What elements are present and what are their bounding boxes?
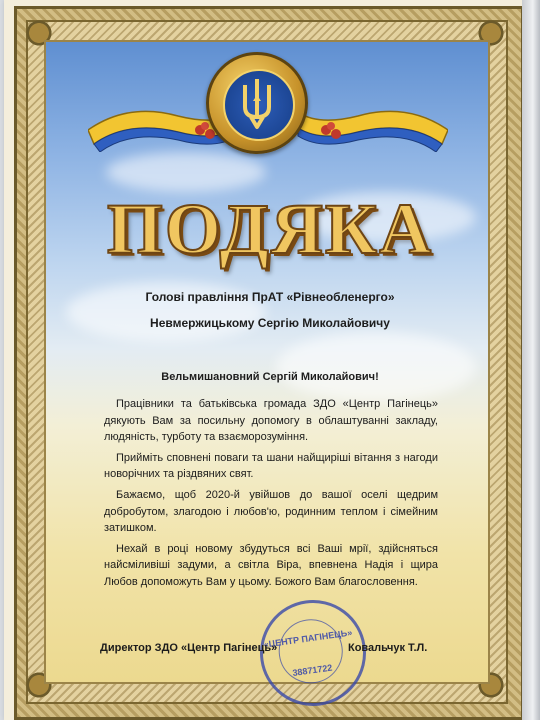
body-paragraph: Прийміть сповнені поваги та шани найщиріші вітання з нагоди новорічних та різдвяних свят. [104,451,438,481]
coat-of-arms-emblem [206,52,308,154]
stamp-title: «ЦЕНТР ПАГІНЕЦЬ» [263,627,353,650]
body-paragraph: Бажаємо, щоб 2020-й увійшов до вашої оселі щедрим добробутом, злагодою і любов'ю, родинним теплом і сімейним затишком. [104,488,438,535]
page-curl-edge [522,0,540,720]
certificate-title: ПОДЯКА [106,189,434,269]
body-paragraph: Працівники та батьківська громада ЗДО «Центр Пагінець» дякують Вам за посильну допомогу в облаштуванні закладу, людяність, турботу та взаєморозуміння. [104,398,438,444]
addressee-name: Невмержицькому Сергію Миколайовичу [150,316,390,330]
stamp-code: 38871722 [291,662,333,678]
addressee-position: Голові правління ПрАТ «Рівнеобленерго» [145,290,395,304]
greeting: Вельмишановний Сергій Миколайович! [161,371,379,383]
trident-icon [225,71,289,135]
director-label: Директор ЗДО «Центр Пагінець» [100,642,278,654]
signer-name: Ковальчук Т.Л. [348,642,428,654]
certificate-body [104,396,438,595]
body-paragraph: Нехай в році новому збудуться всі Ваші мрії, здійсняться найсміливіші задуми, а світла Віра, впевнена Надія і щира Любов допоможуть Вам у цьому. Божого Вам благословення. [104,542,438,588]
